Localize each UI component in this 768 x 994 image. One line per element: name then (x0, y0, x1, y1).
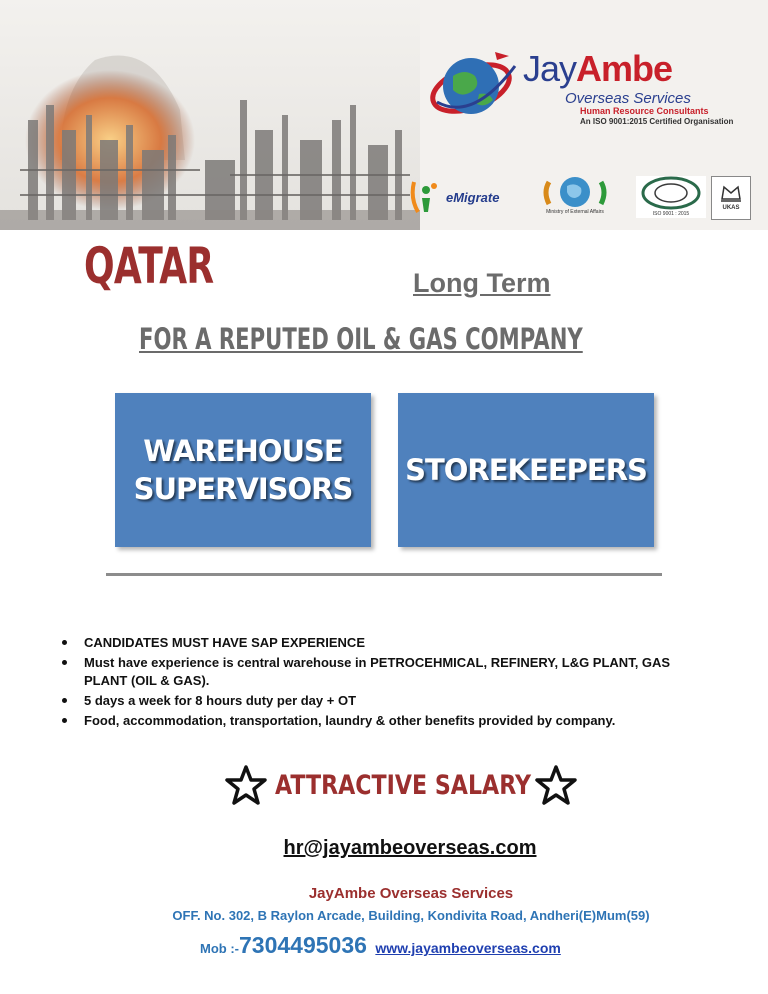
role-card-storekeepers (398, 393, 654, 547)
ukas-logo (711, 176, 751, 220)
header-banner (0, 0, 768, 230)
salary-text: ATTRACTIVE SALARY (275, 770, 532, 801)
bullet-icon (62, 640, 67, 645)
list-item: Food, accommodation, transportation, laundry & other benefits provided by company. (62, 712, 702, 730)
globe-icon (423, 42, 523, 132)
iso-caption: ISO 9001 : 2015 (652, 211, 690, 217)
bullet-icon (62, 660, 67, 665)
contact-phone-line (200, 932, 561, 959)
mea-emblem-icon (537, 176, 613, 210)
bullet-icon (62, 718, 67, 723)
brand-name: JayAmbe (523, 48, 673, 89)
divider (106, 573, 662, 576)
iso-line: An ISO 9001:2015 Certified Organisation (580, 117, 734, 126)
mea-caption: Ministry of External Affairs (546, 209, 604, 215)
mobile-number[interactable]: 7304495036 (238, 932, 367, 958)
emigrate-label: eMigrate (446, 190, 500, 205)
company-heading: FOR A REPUTED OIL & GAS COMPANY (139, 322, 583, 356)
country-heading: QATAR (84, 237, 214, 295)
role-card-warehouse-supervisors (115, 393, 371, 547)
brand-tagline: Human Resource Consultants (580, 106, 709, 116)
emigrate-logo (408, 176, 526, 218)
ukas-label: UKAS (722, 205, 740, 211)
iso-seal-icon (636, 176, 706, 210)
bullet-icon (62, 698, 67, 703)
contract-term: Long Term (413, 268, 551, 298)
emigrate-icon (408, 176, 444, 218)
list-item: Must have experience is central warehouse in PETROCEHMICAL, REFINERY, L&G PLANT, GAS PLANT (OIL & GAS). (62, 654, 702, 690)
brand-subtitle: Overseas Services (565, 90, 691, 107)
crown-icon (712, 179, 750, 205)
star-icon (225, 764, 267, 808)
mea-logo (537, 176, 613, 218)
contact-company-name: JayAmbe Overseas Services (308, 885, 514, 902)
website-link[interactable]: www.jayambeoverseas.com (375, 940, 561, 956)
salary-banner (225, 764, 577, 814)
mobile-label: Mob :- (200, 941, 239, 956)
contact-email-link[interactable]: hr@jayambeoverseas.com (283, 837, 537, 859)
role-label: WAREHOUSE SUPERVISORS (133, 434, 353, 506)
list-item: CANDIDATES MUST HAVE SAP EXPERIENCE (62, 634, 702, 652)
company-logo (423, 42, 743, 132)
role-label: STOREKEEPERS (405, 453, 647, 487)
contact-address: OFF. No. 302, B Raylon Arcade, Building, Kondivita Road, Andheri(E)Mum(59) (172, 908, 650, 923)
star-icon (535, 764, 577, 808)
refinery-illustration (0, 0, 420, 230)
requirements-list (62, 634, 702, 732)
iso-logo (636, 176, 706, 218)
list-item: 5 days a week for 8 hours duty per day + OT (62, 692, 702, 710)
